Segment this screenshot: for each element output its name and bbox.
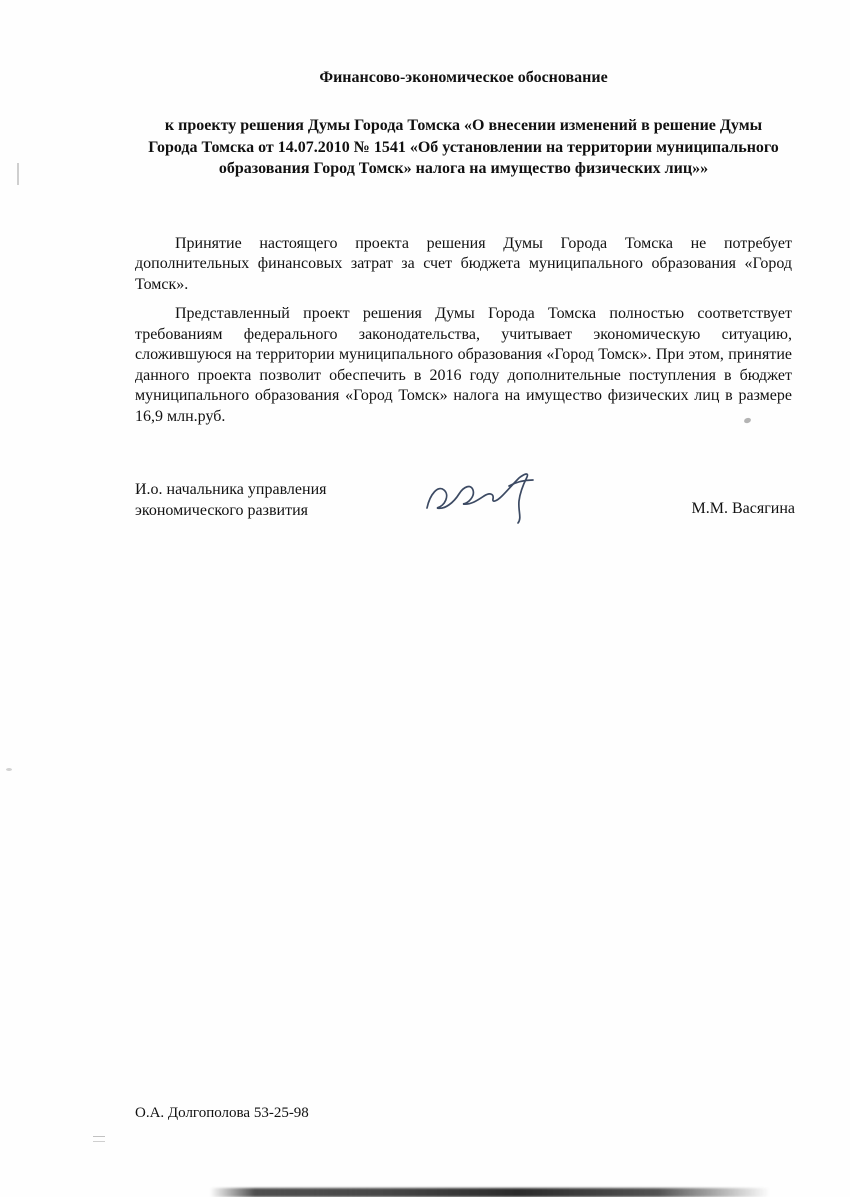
document-title: Финансово-экономическое обоснование [319, 69, 608, 86]
scan-artifact-left-smudge [6, 768, 12, 771]
scan-artifact-bottom-dash [93, 1136, 105, 1142]
signatory-name: М.М. Васягина [691, 500, 795, 517]
signatory-position [135, 480, 326, 522]
signature-block [135, 480, 795, 531]
signatory-position-line2: экономического развития [135, 501, 308, 519]
document-subtitle: к проекту решения Думы Города Томска «О внесении изменений в решение Думы Города Томска от 14.07.2010 № 1541 «Об установлении на территории муниципального образования Город Томск» налога на имущество физических лиц»» [148, 117, 779, 178]
paragraph-1: Принятие настоящего проекта решения Думы Города Томска не потребует дополнительных финансовых затрат за счет бюджета муниципального образования «Город Томск». [135, 234, 792, 293]
scan-artifact-bottom-bar [210, 1188, 770, 1197]
executor-contact: О.А. Долгополова 53-25-98 [135, 1105, 309, 1121]
paragraph-2: Представленный проект решения Думы Города Томска полностью соответствует требованиям федерального законодательства, учитывает экономическую ситуацию, сложившуюся на территории муниципального образования «Город Томск». При этом, принятие данного проекта позволит обеспечить в 2016 году дополнительные поступления в бюджет муниципального образования «Город Томск» налога на имущество физических лиц в размере 16,9 млн.руб. [135, 305, 792, 425]
document-content [135, 0, 792, 436]
handwritten-signature-icon [421, 468, 541, 531]
signatory-position-line1: И.о. начальника управления [135, 481, 327, 498]
scan-artifact-left-tick [17, 163, 19, 185]
document-body [135, 234, 792, 427]
